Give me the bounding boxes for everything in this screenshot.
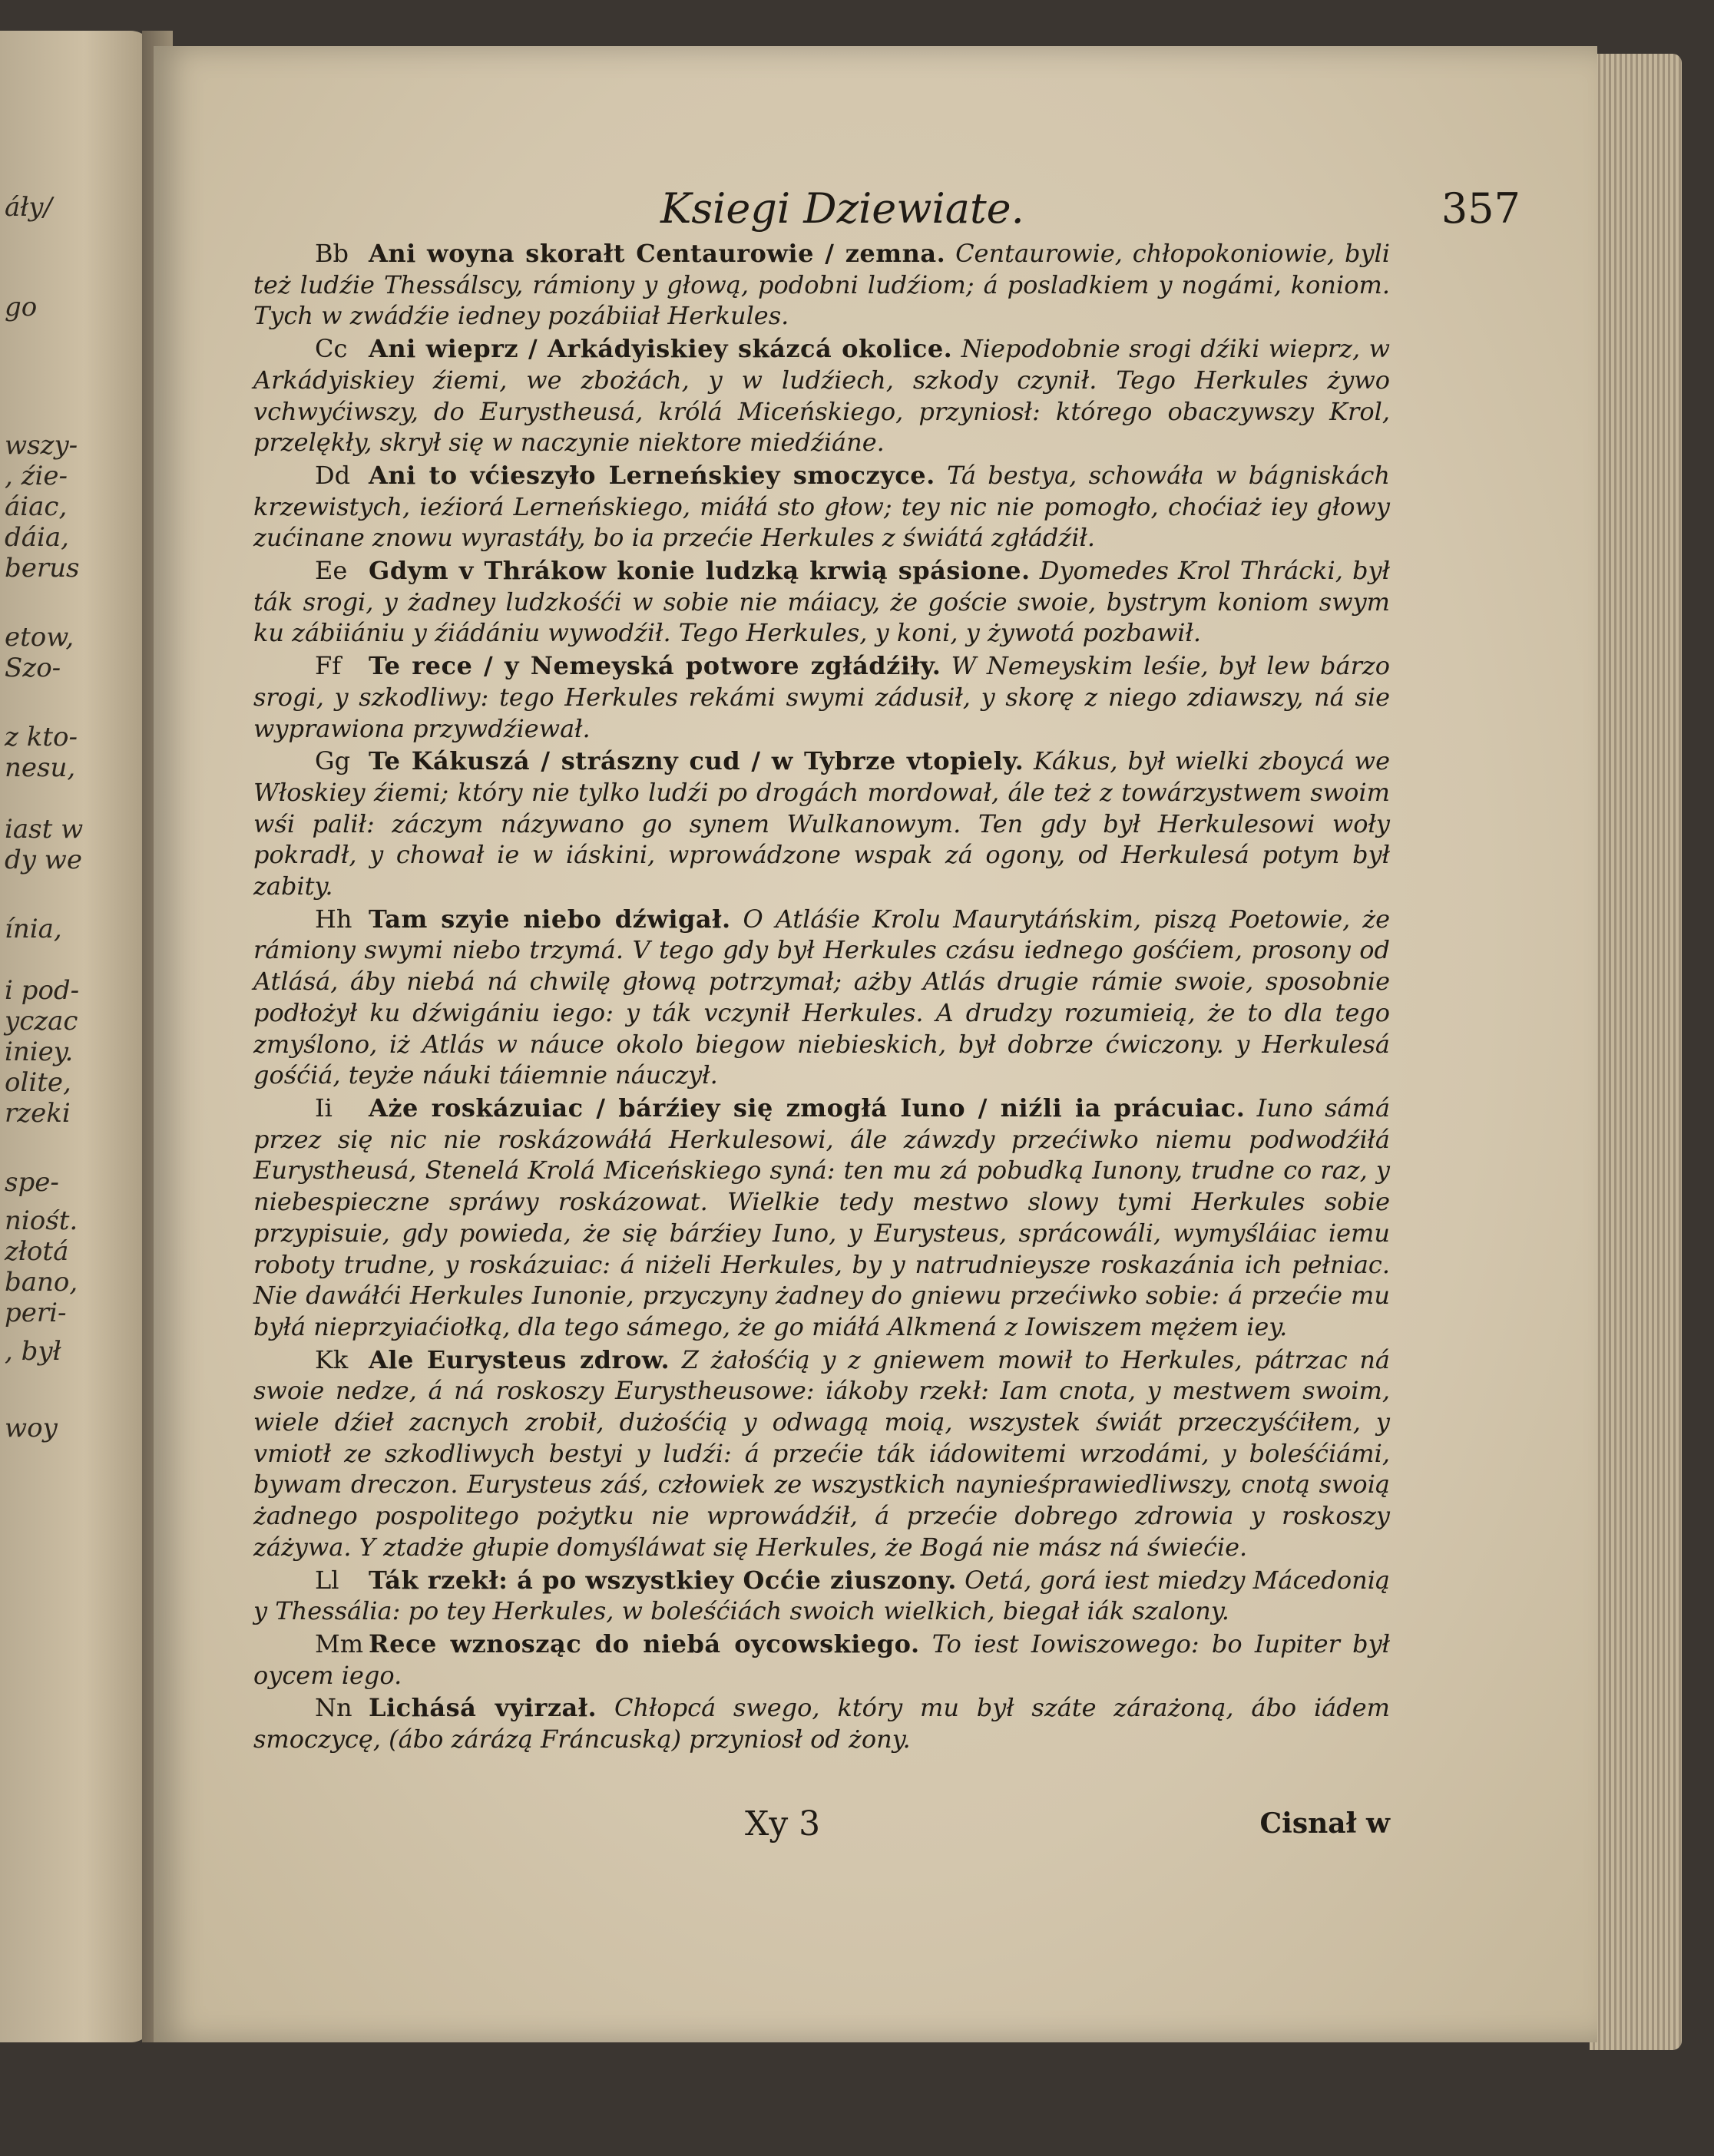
note-gloss: Tá bestya, schowáła w bágniskách krzewistych, ieźiorá Lerneńskiego, miáłá sto głow; tey nic nie pomogło, choćiaż iey głowy zućinane znowu wyrastáły, bo ia przećie Herkules z świátá zgłádźił. — [253, 460, 1391, 553]
left-page-fragment: áły/ — [5, 192, 52, 223]
note-key: Ll — [315, 1565, 339, 1595]
left-page-fragment: woy — [5, 1413, 58, 1443]
left-page-fragment: Szo- — [5, 653, 61, 683]
note-paragraph — [253, 555, 1390, 649]
left-page-fragment: rzeki — [5, 1098, 71, 1129]
left-page-fragment: dáia, — [5, 522, 69, 553]
note-key: Kk — [315, 1344, 349, 1374]
page-footer — [253, 1804, 1390, 1850]
note-key: Nn — [315, 1693, 352, 1723]
note-key: Cc — [315, 334, 348, 364]
note-lemma: Ani woyna skorałt Centaurowie / zemna. — [369, 239, 946, 268]
left-page-fragment: z kto- — [5, 722, 78, 752]
note-paragraph — [253, 238, 1390, 332]
note-lemma: Rece wznosząc do niebá oycowskiego. — [369, 1629, 920, 1658]
note-paragraph — [253, 1629, 1390, 1691]
note-lemma: Ani wieprz / Arkádyiskiey skázcá okolice. — [369, 334, 953, 364]
page-number: 357 — [1441, 184, 1520, 233]
page-edges — [1590, 54, 1682, 2050]
note-paragraph — [253, 650, 1390, 744]
running-title: Ksiegi Dziewiate. — [660, 184, 1024, 233]
left-page-fragment: spe- — [5, 1167, 59, 1198]
left-page-fragment: bano, — [5, 1267, 78, 1298]
note-lemma: Aże roskázuiac / bárźiey się zmogłá Iuno / niźli ia prácuiac. — [369, 1093, 1246, 1123]
left-page-fragment: , był — [5, 1336, 61, 1367]
left-page-fragment: berus — [5, 553, 80, 584]
page-header — [660, 184, 1520, 246]
note-key: Mm — [315, 1629, 364, 1658]
note-lemma: Lichásá vyirzał. — [369, 1693, 597, 1723]
note-gloss: Chłopcá swego, który mu był száte zárażoną, ábo iádem smoczycę, (ábo zárázą Fráncuską) przyniosł od żony. — [253, 1693, 1391, 1754]
notes-list — [253, 238, 1390, 1755]
left-page-fragment: iast w — [5, 814, 84, 845]
note-gloss: O Atláśie Krolu Maurytáńskim, piszą Poetowie, że rámiony swymi niebo trzymá. V tego gdy był Herkules czásu iednego gośćiem, prosony od Atlásá, áby niebá ná chwilę głową potrzymał; ażby Atlás drugie rámie swoie, sposobnie podłożył ku dźwigániu iego: y ták vczynił Herkules. A drudzy rozumieią, że to dla tego zmyślono, iż Atlás w náuce okolo biegow niebieskich, był dobrze ćwiczony. y Herkulesá gośćiá, teyże náuki táiemnie náuczył. — [253, 904, 1391, 1090]
note-gloss: Dyomedes Krol Thrácki, był ták srogi, y żadney ludzkośći w sobie nie máiacy, że goście swoie, bystrym koniom swym ku zábiiániu y źiádániu wywodźił. Tego Herkules, y koni, y żywotá pozbawił. — [253, 556, 1391, 648]
signature-mark: Xy 3 — [745, 1804, 821, 1844]
note-paragraph — [253, 1565, 1390, 1627]
note-lemma: Te Kákuszá / strászny cud / w Tybrze vtopiely. — [369, 746, 1024, 776]
note-paragraph — [253, 1093, 1390, 1343]
left-page-fragment: niośt. — [5, 1205, 78, 1236]
left-page-fragment: ínia, — [5, 914, 62, 944]
left-page-fragment: wszy- — [5, 430, 78, 461]
note-lemma: Ták rzekł: á po wszystkiey Ocćie ziuszony. — [369, 1565, 957, 1595]
note-paragraph — [253, 1692, 1390, 1754]
note-key: Hh — [315, 904, 352, 934]
note-lemma: Te rece / y Nemeyská potwore zgłádźiły. — [369, 651, 941, 681]
note-lemma: Tam szyie niebo dźwigał. — [369, 904, 731, 934]
left-page-fragment: yczac — [5, 1006, 78, 1037]
note-key: Ii — [315, 1093, 333, 1123]
commentary-text — [253, 238, 1390, 1757]
note-key: Dd — [315, 460, 351, 490]
left-page-fragment: olite, — [5, 1067, 71, 1098]
note-gloss: Niepodobnie srogi dźiki wieprz, w Arkádyiskiey źiemi, we zbożách, y w ludźiech, szkody czynił. Tego Herkules żywo vchwyćiwszy, do Eurystheusá, królá Miceńskiego, przyniosł: którego obaczywszy Krol, przelękły, skrył się w naczynie niektore miedźiáne. — [253, 334, 1391, 458]
note-gloss: Centaurowie, chłopokoniowie, byli też ludźie Thessálscy, rámiony y głową, podobni ludźiom; á posladkiem y nogámi, koniom. Tych w zwádźie iedney pozábiiał Herkules. — [253, 239, 1391, 331]
note-lemma: Ani to vćieszyło Lerneńskiey smoczyce. — [369, 460, 935, 490]
note-paragraph — [253, 460, 1390, 554]
note-key: Gg — [315, 746, 351, 776]
note-paragraph — [253, 746, 1390, 902]
note-key: Ff — [315, 651, 342, 681]
note-gloss: Iuno sámá przez się nic nie roskázowáłá Herkulesowi, ále záwzdy przećiwko niemu podwodźiłá Eurystheusá, Stenelá Krolá Miceńskiego syná: ten mu zá pobudką Iunony, trudne co raz, y niebespieczne spráwy roskázowat. Wielkie tedy mestwo slowy tymi Herkules sobie przypisuie, gdy powieda, że się bárźiey Iuno, y Eurysteus, sprácowáli, wymyśláiac iemu roboty trudne, y roskázuiac: á niżeli Herkules, by y natrudnieysze roskazánia ich pełniac. Nie dawáłći Herkules Iunonie, przyczyny żadney do gniewu przećiwko sobie: á przećie mu byłá nieprzyiaćiołką, dla tego sámego, że go miáłá Alkmená z Iowiszem mężem iey. — [253, 1093, 1391, 1341]
note-gloss: To iest Iowiszowego: bo Iupiter był oycem iego. — [253, 1629, 1391, 1690]
note-paragraph — [253, 1344, 1390, 1563]
left-page-fragment: go — [5, 292, 38, 322]
left-page-edge — [0, 31, 154, 2042]
left-page-fragment: dy we — [5, 845, 83, 875]
left-page-fragment: áiac, — [5, 491, 68, 522]
left-page-fragment: złotá — [5, 1236, 69, 1267]
note-gloss: Oetá, gorá iest miedzy Mácedonią y Thessália: po tey Herkules, w boleśćiách swoich wielkich, biegał iák szalony. — [253, 1565, 1391, 1626]
left-page-fragment: iniey. — [5, 1037, 74, 1067]
left-page-fragment: etow, — [5, 622, 74, 653]
note-key: Bb — [315, 239, 349, 268]
left-page-fragment: peri- — [5, 1298, 67, 1328]
note-gloss: W Nemeyskim leśie, był lew bárzo srogi, y szkodliwy: tego Herkules rekámi swymi zádusił, y skorę z niego zdiawszy, ná sie wyprawiona przywdźiewał. — [253, 651, 1391, 743]
left-page-fragment: nesu, — [5, 752, 76, 783]
catchword: Cisnał w — [1259, 1807, 1390, 1840]
note-lemma: Gdym v Thrákow konie ludzką krwią spásione. — [369, 556, 1031, 586]
left-page-fragment: , źie- — [5, 461, 68, 491]
note-gloss: Z żałośćią y z gniewem mowił to Herkules, pátrzac ná swoie nedze, á ná roskoszy Eurystheusowe: iákoby rzekł: Iam cnota, y mestwem swoim, wiele dźieł zacnych zrobił, dużośćią y odwagą moią, wszystek świát przeczyśćiłem, y vmiotł ze szkodliwych bestyi y ludźi: á przećie ták iádowitemi wrzodámi, y boleśćiámi, bywam dreczon. Eurysteus záś, człowiek ze wszystkich naynieśprawiedliwszy, cnotą swoią żadnego pospolitego pożytku nie wprowádźił, á przećie dobrego zdrowia y roskoszy záżywa. Y ztadże głupie domyśláwat się Herkules, że Bogá nie mász ná świećie. — [253, 1344, 1391, 1562]
note-gloss: Kákus, był wielki zboycá we Włoskiey źiemi; który nie tylko ludźi po drogách mordował, ále też z towárzystwem swoim wśi palił: záczym názywano go synem Wulkanowym. Ten gdy był Herkulesowi woły pokradł, y chował ie w iáskini, wprowádzone wspak zá ogony, od Herkulesá potym był zabity. — [253, 746, 1391, 901]
left-page-fragment: i pod- — [5, 975, 80, 1006]
note-key: Ee — [315, 556, 348, 586]
note-paragraph — [253, 904, 1390, 1091]
note-lemma: Ale Eurysteus zdrow. — [369, 1344, 670, 1374]
note-paragraph — [253, 333, 1390, 458]
